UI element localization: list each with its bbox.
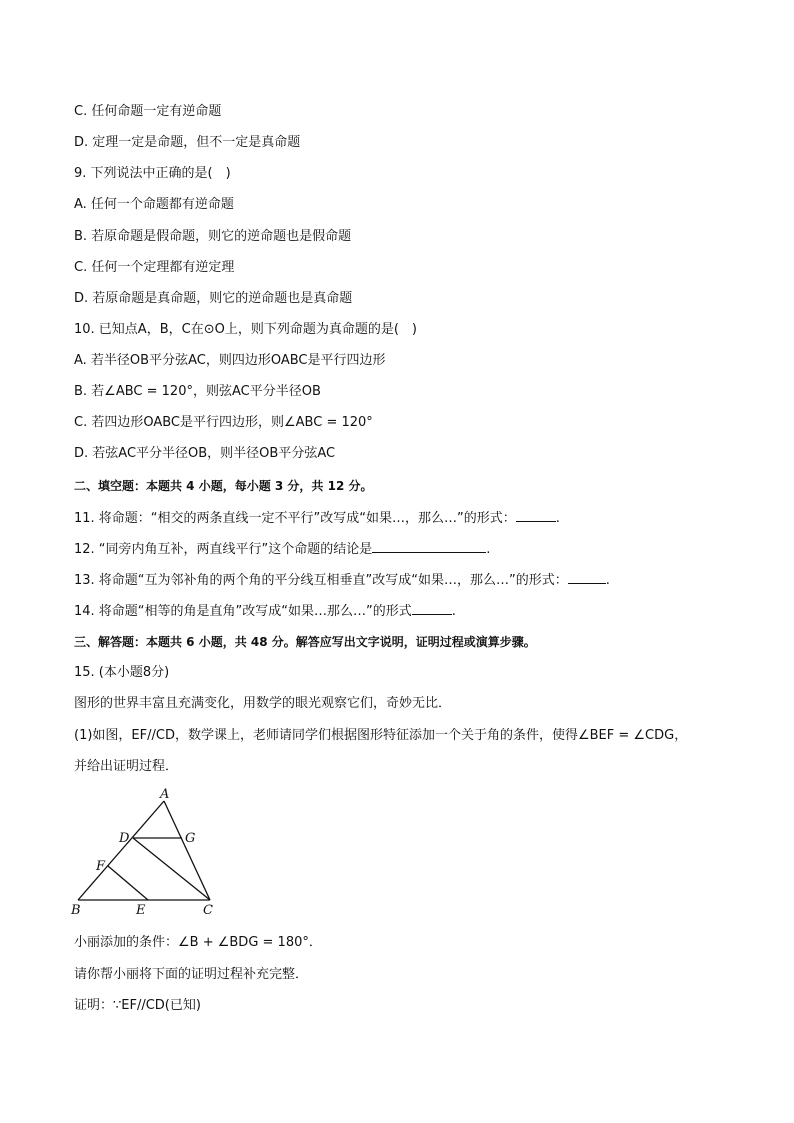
section-fill-in-heading: 二、填空题：本题共 4 小题，每小题 3 分，共 12 分。 bbox=[74, 479, 373, 493]
option-9b: B. 若原命题是假命题，则它的逆命题也是假命题 bbox=[74, 229, 352, 244]
option-9d: D. 若原命题是真命题，则它的逆命题也是真命题 bbox=[74, 291, 353, 306]
triangle-figure bbox=[66, 786, 226, 922]
answer-blank[interactable] bbox=[412, 601, 452, 615]
option-10a: A. 若半径OB平分弦AC，则四边形OABC是平行四边形 bbox=[74, 353, 386, 368]
option-10b: B. 若∠ABC = 120°，则弦AC平分半径OB bbox=[74, 384, 321, 399]
question-13 bbox=[74, 570, 734, 590]
question-12-period: . bbox=[486, 542, 491, 557]
option-10c: C. 若四边形OABC是平行四边形，则∠ABC = 120° bbox=[74, 415, 373, 430]
question-15-part1-cont: 并给出证明过程． bbox=[74, 759, 179, 774]
label-e: E bbox=[136, 903, 146, 918]
question-12 bbox=[74, 539, 734, 559]
option-9c: C. 任何一个定理都有逆定理 bbox=[74, 260, 235, 275]
answer-blank[interactable] bbox=[372, 539, 486, 553]
question-13-period: . bbox=[605, 573, 610, 588]
label-c: C bbox=[203, 903, 213, 918]
label-b: B bbox=[71, 903, 81, 918]
line-fe bbox=[108, 866, 148, 900]
question-11-text: 11. 将命题：“相交的两条直线一定不平行”改写成“如果…，那么…”的形式： bbox=[74, 511, 516, 526]
option-10d: D. 若弦AC平分半径OB，则半径OB平分弦AC bbox=[74, 446, 336, 461]
question-14 bbox=[74, 601, 734, 621]
answer-blank[interactable] bbox=[516, 508, 556, 522]
label-d: D bbox=[119, 831, 130, 846]
option-9a: A. 任何一个命题都有逆命题 bbox=[74, 197, 234, 212]
option-8c: C. 任何命题一定有逆命题 bbox=[74, 104, 222, 119]
line-dc bbox=[133, 838, 210, 900]
question-15-heading: 15. (本小题8分) bbox=[74, 665, 170, 680]
label-g: G bbox=[185, 831, 196, 846]
label-f: F bbox=[96, 859, 106, 874]
question-11 bbox=[74, 508, 734, 528]
question-14-period: . bbox=[451, 604, 456, 619]
question-12-text: 12. “同旁内角互补，两直线平行”这个命题的结论是 bbox=[74, 542, 373, 557]
question-13-text: 13. 将命题“互为邻补角的两个角的平分线互相垂直”改写成“如果…，那么…”的形式： bbox=[74, 573, 568, 588]
proof-instruction: 请你帮小丽将下面的证明过程补充完整． bbox=[74, 967, 309, 982]
label-a: A bbox=[160, 787, 170, 802]
question-15-part1: (1)如图，EF//CD，数学课上，老师请同学们根据图形特征添加一个关于角的条件，使得∠BEF = ∠CDG， bbox=[74, 728, 688, 743]
xiaoli-condition: 小丽添加的条件：∠B + ∠BDG = 180°． bbox=[74, 935, 322, 950]
question-11-period: . bbox=[555, 511, 560, 526]
question-9: 9. 下列说法中正确的是( ) bbox=[74, 166, 231, 181]
line-ac bbox=[164, 801, 210, 900]
section-answer-heading: 三、解答题：本题共 6 小题，共 48 分。解答应写出文字说明，证明过程或演算步骤。 bbox=[74, 635, 536, 649]
question-15-intro: 图形的世界丰富且充满变化，用数学的眼光观察它们，奇妙无比． bbox=[74, 696, 452, 711]
proof-start: 证明：∵EF//CD(已知) bbox=[74, 998, 201, 1013]
question-10: 10. 已知点A，B，C在⊙O上，则下列命题为真命题的是( ) bbox=[74, 322, 417, 337]
question-14-text: 14. 将命题“相等的角是直角”改写成“如果…那么…”的形式 bbox=[74, 604, 412, 619]
answer-blank[interactable] bbox=[568, 570, 606, 584]
line-ab bbox=[78, 801, 164, 900]
option-8d: D. 定理一定是命题，但不一定是真命题 bbox=[74, 135, 301, 150]
